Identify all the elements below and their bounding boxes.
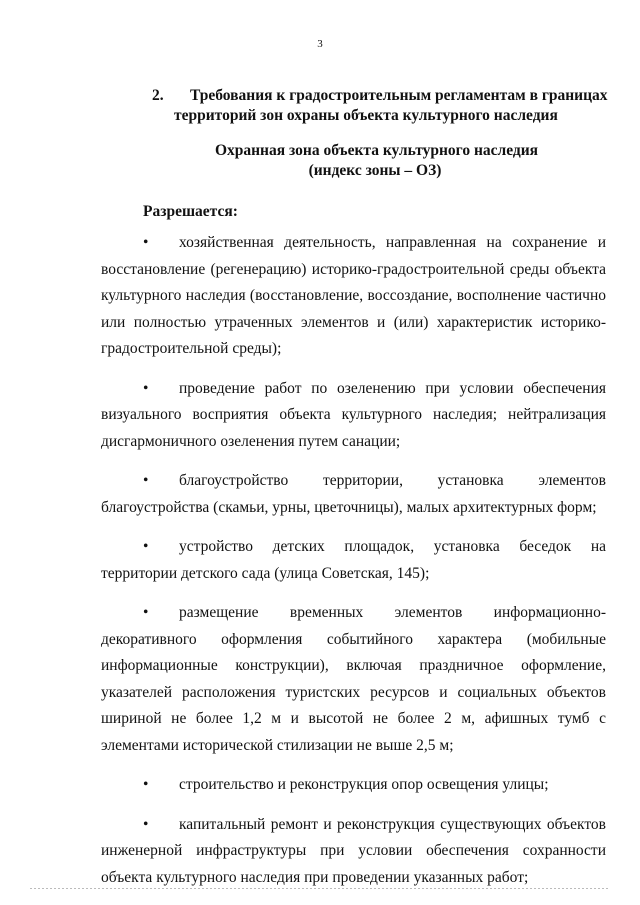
- footer-divider: [30, 888, 610, 889]
- bullet-icon: •: [143, 538, 149, 555]
- zone-title-text: Охранная зона объекта культурного наследия: [214, 142, 539, 159]
- list-item-text: [101, 812, 606, 892]
- section-title-line1: Требования к градостроительным регламентам в границах: [190, 87, 608, 104]
- list-item-first-line: проведение работ по озеленению при условии обеспечения: [179, 379, 606, 397]
- list-item-text: [101, 534, 606, 587]
- bullet-icon: •: [143, 472, 149, 489]
- bullet-icon: •: [143, 604, 149, 621]
- list-item: [101, 468, 606, 521]
- list-item-continuation: декоративного оформления событийного характера (мобильные информационные конструкции), включая праздничное оформление, указателей расположения туристских ресурсов и социальных объектов шириной не более 1,2 м и высотой не более 2 м, афишных тумб с элементами исторической стилизации не выше 2,5 м;: [101, 630, 606, 754]
- list-item-text: [101, 468, 606, 521]
- allowed-list: [101, 230, 606, 904]
- list-item: [101, 376, 606, 456]
- list-item-continuation: инженерной инфраструктуры при условии обеспечения сохранности объекта культурного наследия при проведении указанных работ;: [101, 842, 606, 886]
- list-item-continuation: восстановление (регенерацию) историко-градостроительной среды объекта культурного наследия (восстановление, воссоздание, восполнение частично или полностью утраченных элементов и (или) характеристик историко-градостроительной среды);: [101, 260, 606, 357]
- list-item: [101, 534, 606, 587]
- zone-index: (индекс зоны – ОЗ): [308, 162, 442, 179]
- list-item-first-line: хозяйственная деятельность, направленная на сохранение и: [179, 234, 606, 251]
- bullet-icon: •: [143, 379, 149, 397]
- list-item: [101, 812, 606, 892]
- allowed-heading: Разрешается:: [143, 203, 238, 220]
- list-item-continuation: визуального восприятия объекта культурного наследия; нейтрализация дисгармоничного озеленения путем санации;: [101, 406, 606, 450]
- list-item: [101, 600, 606, 759]
- page-number: 3: [317, 38, 323, 50]
- bullet-icon: •: [143, 234, 149, 251]
- list-item: [101, 230, 606, 363]
- section-heading: [152, 86, 612, 126]
- list-item: [101, 772, 606, 799]
- list-item-continuation: благоустройства (скамьи, урны, цветочницы), малых архитектурных форм;: [101, 498, 597, 516]
- list-item-text: [101, 230, 606, 363]
- list-item-continuation: детского сада (улица Советская, 145);: [180, 564, 430, 582]
- section-number: 2.: [152, 87, 164, 104]
- list-item-first-line: капитальный ремонт и реконструкция существующих объектов: [179, 815, 606, 833]
- list-item-text: [101, 376, 606, 456]
- zone-title: [0, 141, 640, 181]
- section-title-line2: территорий зон охраны объекта культурного наследия: [174, 107, 558, 124]
- list-item-first-line: строительство и реконструкция опор освещения улицы;: [179, 776, 549, 793]
- list-item-first-line: благоустройство территории, установка элементов: [179, 472, 606, 489]
- list-item-first-line: размещение временных элементов информационно-: [179, 604, 606, 621]
- list-item-first-line: устройство детских площадок, установка беседок на территории: [101, 538, 606, 582]
- bullet-icon: •: [143, 815, 149, 833]
- list-item-text: [101, 772, 606, 799]
- list-item-text: [101, 600, 606, 759]
- bullet-icon: •: [143, 776, 149, 793]
